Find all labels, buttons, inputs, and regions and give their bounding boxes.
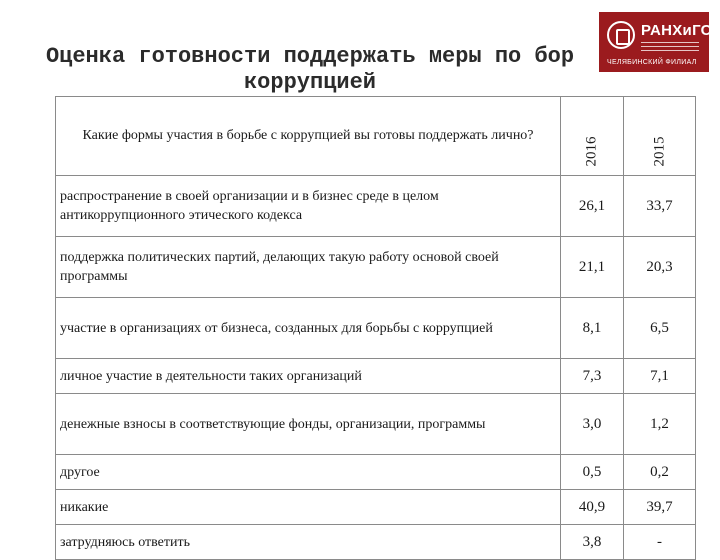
value-2016: 7,3: [561, 359, 624, 394]
value-2015: 0,2: [624, 455, 696, 490]
row-label: никакие: [56, 490, 561, 525]
value-2016: 3,0: [561, 394, 624, 455]
value-2015: 33,7: [624, 176, 696, 237]
row-label: распространение в своей организации и в бизнес среде в целом антикоррупционного этического кодекса: [56, 176, 561, 237]
row-label: затрудняюсь ответить: [56, 525, 561, 560]
logo-decoration: [641, 42, 699, 54]
year-header-2015: 2015: [624, 97, 696, 176]
value-2015: 39,7: [624, 490, 696, 525]
value-2016: 40,9: [561, 490, 624, 525]
table-header-row: [56, 97, 696, 176]
table-row: [56, 490, 696, 525]
table-row: [56, 525, 696, 560]
table-row: [56, 176, 696, 237]
question-header: Какие формы участия в борьбе с коррупцией вы готовы поддержать лично?: [56, 97, 561, 176]
slide-title-line-2: коррупцией: [243, 70, 377, 95]
value-2016: 0,5: [561, 455, 624, 490]
value-2015: 6,5: [624, 298, 696, 359]
survey-table: [55, 96, 696, 560]
value-2015: 1,2: [624, 394, 696, 455]
ranepa-logo: [599, 12, 712, 72]
value-2015: 7,1: [624, 359, 696, 394]
slide-title: [30, 44, 590, 96]
value-2016: 26,1: [561, 176, 624, 237]
value-2015: 20,3: [624, 237, 696, 298]
logo-name: РАНХиГС: [641, 22, 712, 39]
year-header-2016: 2016: [561, 97, 624, 176]
table-row: [56, 455, 696, 490]
value-2016: 8,1: [561, 298, 624, 359]
value-2015: -: [624, 525, 696, 560]
table-row: [56, 359, 696, 394]
table-row: [56, 298, 696, 359]
slide-title-line-1: Оценка готовности поддержать меры по бор: [45, 44, 575, 69]
row-label: поддержка политических партий, делающих такую работу основой своей программы: [56, 237, 561, 298]
row-label: денежные взносы в соответствующие фонды, организации, программы: [56, 394, 561, 455]
value-2016: 21,1: [561, 237, 624, 298]
row-label: личное участие в деятельности таких организаций: [56, 359, 561, 394]
logo-subtitle: ЧЕЛЯБИНСКИЙ ФИЛИАЛ: [607, 59, 697, 66]
value-2016: 3,8: [561, 525, 624, 560]
table-row: [56, 394, 696, 455]
row-label: другое: [56, 455, 561, 490]
row-label: участие в организациях от бизнеса, созданных для борьбы с коррупцией: [56, 298, 561, 359]
emblem-icon: [607, 21, 635, 49]
table-row: [56, 237, 696, 298]
